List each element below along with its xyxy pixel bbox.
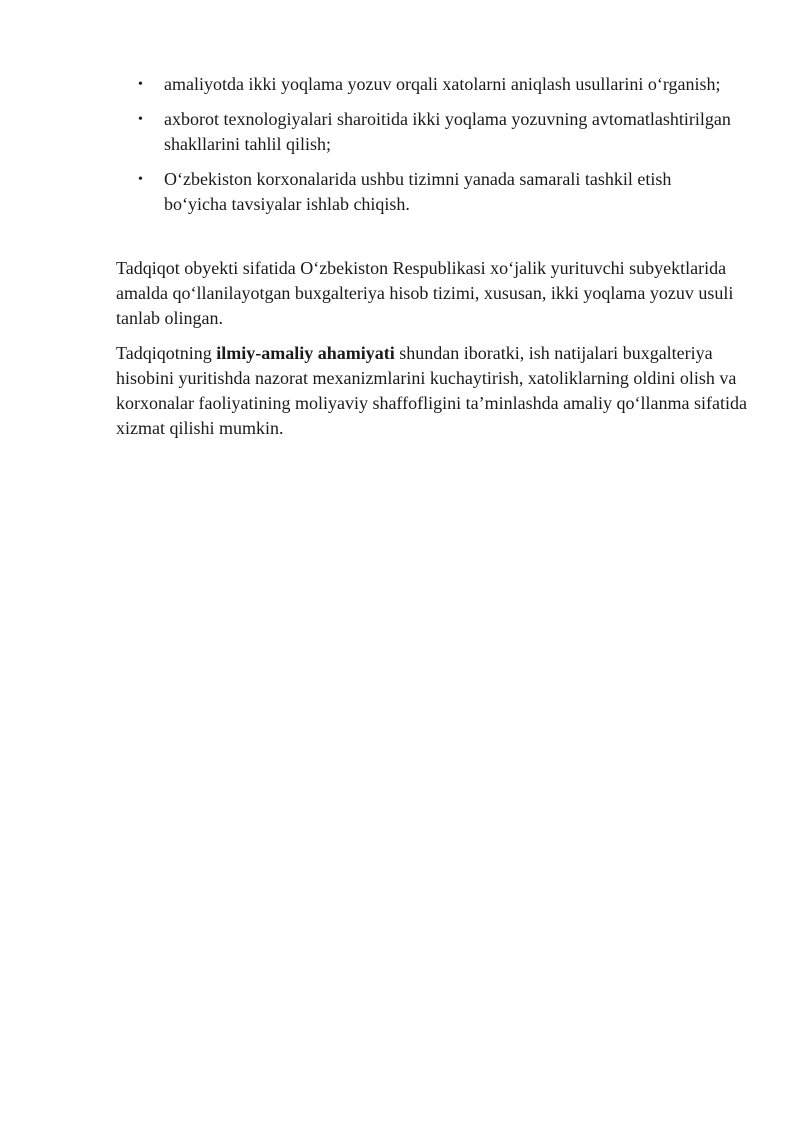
list-item-text: amaliyotda ikki yoqlama yozuv orqali xatolarni aniqlash usullarini o‘rganish; — [164, 74, 721, 94]
significance-paragraph — [116, 341, 756, 441]
list-item — [138, 72, 738, 97]
body-text — [116, 256, 756, 451]
list-item-text: axborot texnologiyalari sharoitida ikki yoqlama yozuvning avtomatlashtirilgan shakllarini tahlil qilish; — [164, 109, 731, 154]
bullet-icon: • — [138, 112, 143, 127]
objectives-list — [138, 72, 738, 227]
significance-prefix: Tadqiqotning — [116, 343, 217, 363]
significance-suffix: shundan iboratki, ish natijalari buxgalteriya hisobini yuritishda nazorat mexanizmlarini kuchaytirish, xatoliklarning oldini olish va korxonalar faoliyatining moliyaviy shaffofligini ta’minlashda amaliy qo‘llanma sifatida xizmat qilishi mumkin. — [116, 343, 748, 438]
list-item — [138, 107, 738, 157]
research-object-paragraph: Tadqiqot obyekti sifatida O‘zbekiston Respublikasi xo‘jalik yurituvchi subyektlarida amalda qo‘llanilayotgan buxgalteriya hisob tizimi, xususan, ikki yoqlama yozuv usuli tanlab olingan. — [116, 258, 734, 328]
list-item — [138, 167, 738, 217]
bullet-icon: • — [138, 172, 143, 187]
bullet-icon: • — [138, 77, 143, 92]
list-item-text: O‘zbekiston korxonalarida ushbu tizimni yanada samarali tashkil etish bo‘yicha tavsiyalar ishlab chiqish. — [164, 169, 672, 214]
significance-bold-term: ilmiy-amaliy ahamiyati — [216, 343, 395, 363]
